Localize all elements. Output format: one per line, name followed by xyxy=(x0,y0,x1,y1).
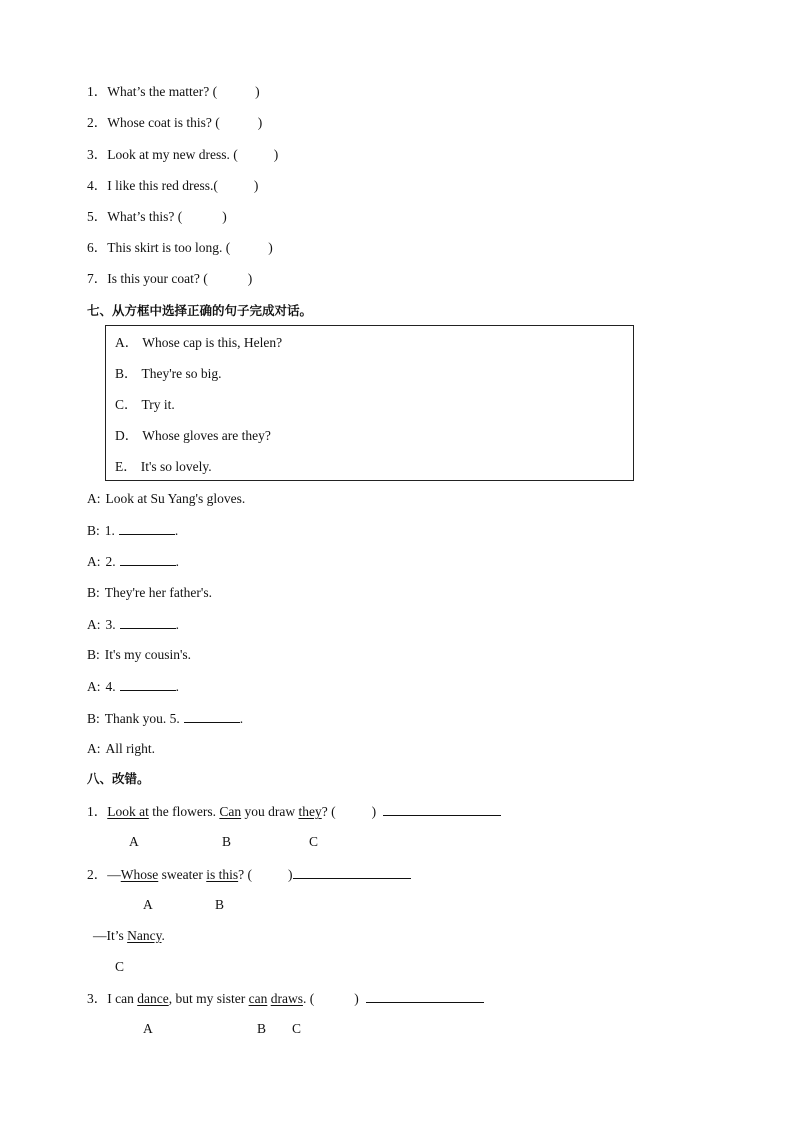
option-item xyxy=(115,427,271,445)
q8-1-open: ? ( xyxy=(321,804,336,819)
answer-blank[interactable] xyxy=(184,709,240,723)
matching-question xyxy=(87,114,262,132)
q8-3-label-c: C xyxy=(292,1021,302,1036)
option-item xyxy=(115,365,222,383)
q8-3-correction-blank[interactable] xyxy=(366,989,484,1003)
q8-3 xyxy=(87,989,484,1008)
q8-2-num: 2． xyxy=(87,867,108,882)
question-text: I like this red dress.( xyxy=(107,178,218,193)
dialogue-text: 2. xyxy=(105,554,116,569)
blank-period: . xyxy=(175,617,179,632)
speaker: A: xyxy=(87,741,101,756)
question-close: ) xyxy=(257,115,263,130)
dialogue-text: 3. xyxy=(105,617,116,632)
answer-blank[interactable] xyxy=(120,552,176,566)
option-key: D． xyxy=(115,428,139,443)
dialogue-text: Thank you. 5. xyxy=(104,711,180,726)
q8-2-reply xyxy=(93,927,165,945)
q8-2-label-a: A xyxy=(143,897,153,912)
question-close: ) xyxy=(222,209,227,224)
q8-3-text: I can xyxy=(107,991,138,1006)
question-close: ) xyxy=(255,84,260,99)
q8-3-open: . ( xyxy=(302,991,315,1006)
question-dot: ． xyxy=(93,147,108,162)
speaker: A: xyxy=(87,491,101,506)
q8-2-part-a: Whose xyxy=(120,867,159,882)
matching-question xyxy=(87,146,278,164)
question-number: 3 xyxy=(87,147,94,162)
option-key: C． xyxy=(115,397,138,412)
q8-3-part-a: dance xyxy=(137,991,169,1006)
question-number: 5 xyxy=(87,209,94,224)
answer-blank[interactable] xyxy=(119,521,175,535)
dialogue-text: Look at Su Yang's gloves. xyxy=(105,491,246,506)
q8-3-part-c: draws xyxy=(270,991,303,1006)
q8-2 xyxy=(87,865,411,884)
speaker: B: xyxy=(87,523,100,538)
q8-1-text2: you draw xyxy=(241,804,299,819)
speaker: B: xyxy=(87,585,100,600)
answer-blank[interactable] xyxy=(120,677,176,691)
option-text: Whose cap is this, Helen? xyxy=(142,335,283,350)
q8-3-label-a: A xyxy=(143,1021,153,1036)
speaker: B: xyxy=(87,647,100,662)
question-number: 7 xyxy=(87,271,94,286)
option-key: A． xyxy=(115,335,139,350)
option-item xyxy=(115,458,212,476)
q8-3-part-b: can xyxy=(248,991,268,1006)
dialogue-text: They're her father's. xyxy=(104,585,212,600)
q8-1 xyxy=(87,802,501,821)
q8-1-label-c: C xyxy=(309,834,319,849)
option-item xyxy=(115,396,175,414)
q8-1-label-b: B xyxy=(222,834,232,849)
question-text: Look at my new dress. ( xyxy=(107,147,238,162)
dialogue-line xyxy=(87,552,179,571)
q8-1-part-c: they xyxy=(298,804,322,819)
q8-2-correction-blank[interactable] xyxy=(293,865,411,879)
q8-1-label-a: A xyxy=(129,834,139,849)
dialogue-text: 4. xyxy=(105,679,116,694)
question-dot: ． xyxy=(93,178,108,193)
matching-question xyxy=(87,208,227,226)
dialogue-line xyxy=(87,646,191,664)
option-item xyxy=(115,334,282,352)
dialogue-text: It's my cousin's. xyxy=(104,647,192,662)
dialogue-line xyxy=(87,677,179,696)
matching-question xyxy=(87,270,252,288)
blank-period: . xyxy=(239,711,244,726)
dialogue-text: All right. xyxy=(105,741,155,756)
question-text: Is this your coat? ( xyxy=(107,271,208,286)
speaker: B: xyxy=(87,711,100,726)
q8-3-close: ) xyxy=(354,991,359,1006)
question-text: Whose coat is this? ( xyxy=(107,115,220,130)
option-key: E． xyxy=(115,459,137,474)
q8-1-text: the flowers. xyxy=(148,804,220,819)
dialogue-line xyxy=(87,615,179,634)
dialogue-line xyxy=(87,584,212,602)
q8-1-num: 1． xyxy=(87,804,108,819)
question-close: ) xyxy=(268,240,273,255)
q8-2-label-b: B xyxy=(215,897,225,912)
q8-3-text2: , but my sister xyxy=(168,991,249,1006)
question-text: What’s this? ( xyxy=(107,209,183,224)
options-box xyxy=(105,325,634,481)
speaker: A: xyxy=(87,617,101,632)
section8-title: 八、改错。 xyxy=(87,771,150,786)
dialogue-line xyxy=(87,740,155,758)
question-number: 2 xyxy=(87,115,94,130)
q8-1-part-a: Look at xyxy=(107,804,149,819)
question-dot: ． xyxy=(93,115,108,130)
q8-2-reply-text: —It’s xyxy=(93,928,128,943)
dialogue-line xyxy=(87,521,178,540)
question-close: ) xyxy=(273,147,279,162)
q8-2-part-b: is this xyxy=(206,867,239,882)
section7-title: 七、从方框中选择正确的句子完成对话。 xyxy=(87,303,313,318)
q8-1-correction-blank[interactable] xyxy=(383,802,501,816)
matching-question xyxy=(87,239,273,257)
q8-3-num: 3． xyxy=(87,991,108,1006)
option-text: Try it. xyxy=(141,397,175,412)
speaker: A: xyxy=(87,554,101,569)
q8-2-part-c: Nancy xyxy=(127,928,162,943)
question-close: ) xyxy=(247,271,253,286)
option-text: It's so lovely. xyxy=(140,459,212,474)
q8-1-part-b: Can xyxy=(219,804,242,819)
q8-2-label-c: C xyxy=(115,959,125,974)
question-close: ) xyxy=(253,178,259,193)
q8-2-open: ? ( xyxy=(238,867,252,882)
answer-blank[interactable] xyxy=(120,615,176,629)
question-number: 4 xyxy=(87,178,94,193)
question-dot: ． xyxy=(93,271,108,286)
question-text: This skirt is too long. ( xyxy=(107,240,231,255)
q8-1-close: ) xyxy=(371,804,377,819)
q8-2-text: sweater xyxy=(158,867,207,882)
option-key: B． xyxy=(115,366,138,381)
q8-2-reply-end: . xyxy=(161,928,165,943)
matching-question xyxy=(87,83,260,101)
speaker: A: xyxy=(87,679,101,694)
dialogue-line xyxy=(87,709,243,728)
blank-period: . xyxy=(175,554,179,569)
option-text: Whose gloves are they? xyxy=(142,428,271,443)
q8-3-label-b: B xyxy=(257,1021,267,1036)
question-dot: ． xyxy=(93,209,108,224)
matching-question xyxy=(87,177,258,195)
question-number: 6 xyxy=(87,240,94,255)
dialogue-line xyxy=(87,490,245,508)
question-text: What’s the matter? ( xyxy=(107,84,218,99)
dialogue-text: 1. xyxy=(104,523,115,538)
question-dot: ． xyxy=(93,240,108,255)
question-number: 1 xyxy=(87,84,94,99)
question-dot: ． xyxy=(93,84,108,99)
q8-2-close: ) xyxy=(288,867,293,882)
q8-2-dash: — xyxy=(107,867,121,882)
option-text: They're so big. xyxy=(141,366,222,381)
blank-period: . xyxy=(174,523,179,538)
blank-period: . xyxy=(175,679,179,694)
